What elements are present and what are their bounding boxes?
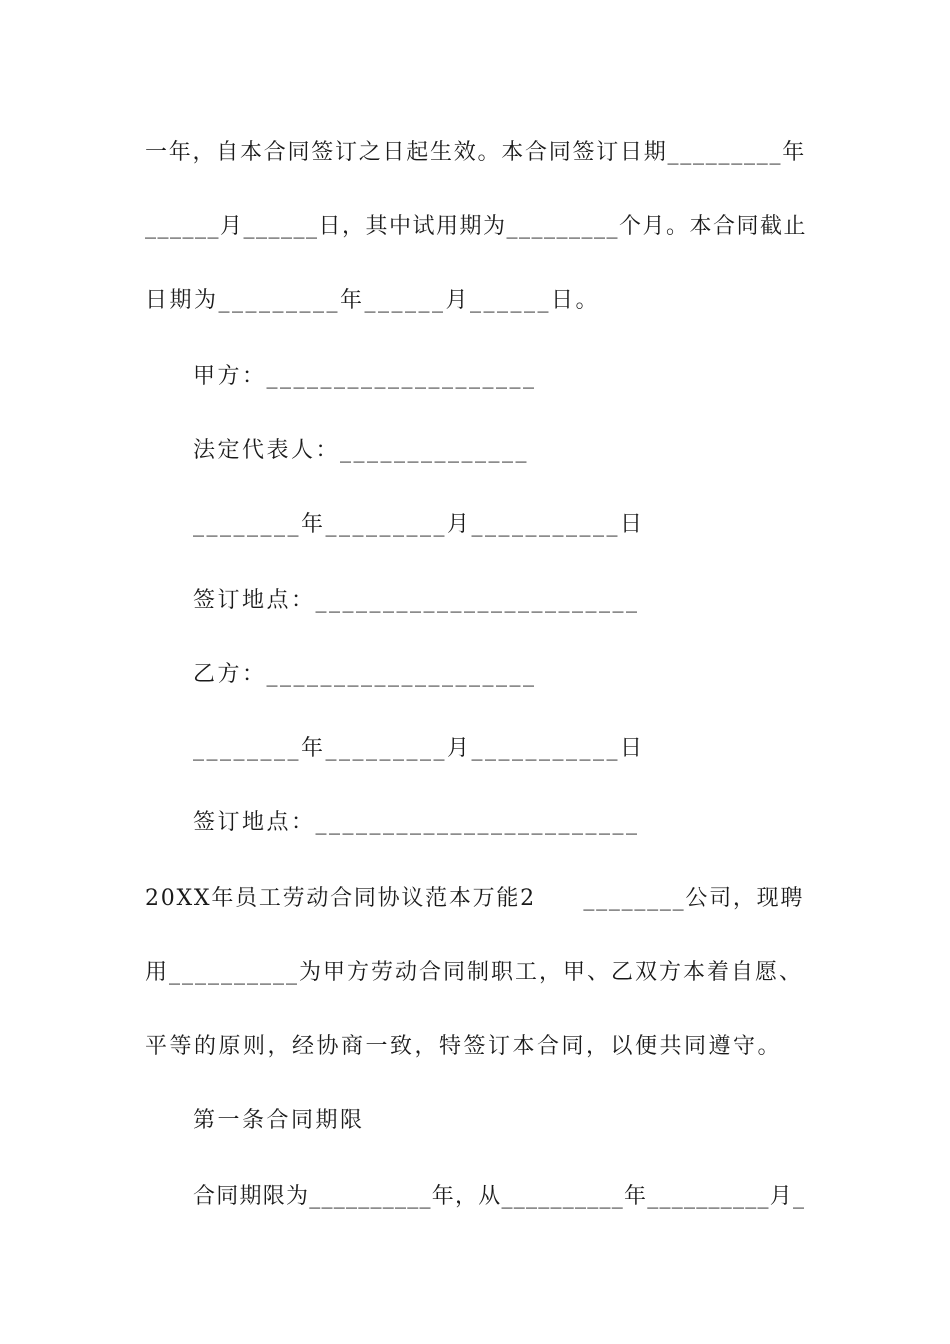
legal-representative-line: 法定代表人：______________ <box>193 438 530 463</box>
article-heading: 第一条合同期限 <box>193 1108 365 1133</box>
section-title-line: 20XX年员工劳动合同协议范本万能2 ________公司，现聘 <box>145 886 805 911</box>
paragraph-line: 用__________为甲方劳动合同制职工，甲、乙双方本着自愿、 <box>145 960 804 985</box>
paragraph-line: 一年，自本合同签订之日起生效。本合同签订日期_________年 <box>145 140 807 165</box>
party-b-line: 乙方：____________________ <box>193 662 537 687</box>
signing-place-line: 签订地点：________________________ <box>193 588 640 613</box>
paragraph-line: 合同期限为__________年，从__________年__________月_ <box>193 1184 806 1209</box>
paragraph-line: 日期为_________年______月______日。 <box>145 288 601 313</box>
date-line: ________年_________月___________日 <box>193 736 645 761</box>
paragraph-line: ______月______日，其中试用期为_________个月。本合同截止 <box>145 214 808 239</box>
signing-place-line: 签订地点：________________________ <box>193 810 640 835</box>
date-line: ________年_________月___________日 <box>193 512 645 537</box>
paragraph-line: 平等的原则，经协商一致，特签订本合同，以便共同遵守。 <box>145 1034 783 1059</box>
party-a-line: 甲方：____________________ <box>193 364 537 389</box>
